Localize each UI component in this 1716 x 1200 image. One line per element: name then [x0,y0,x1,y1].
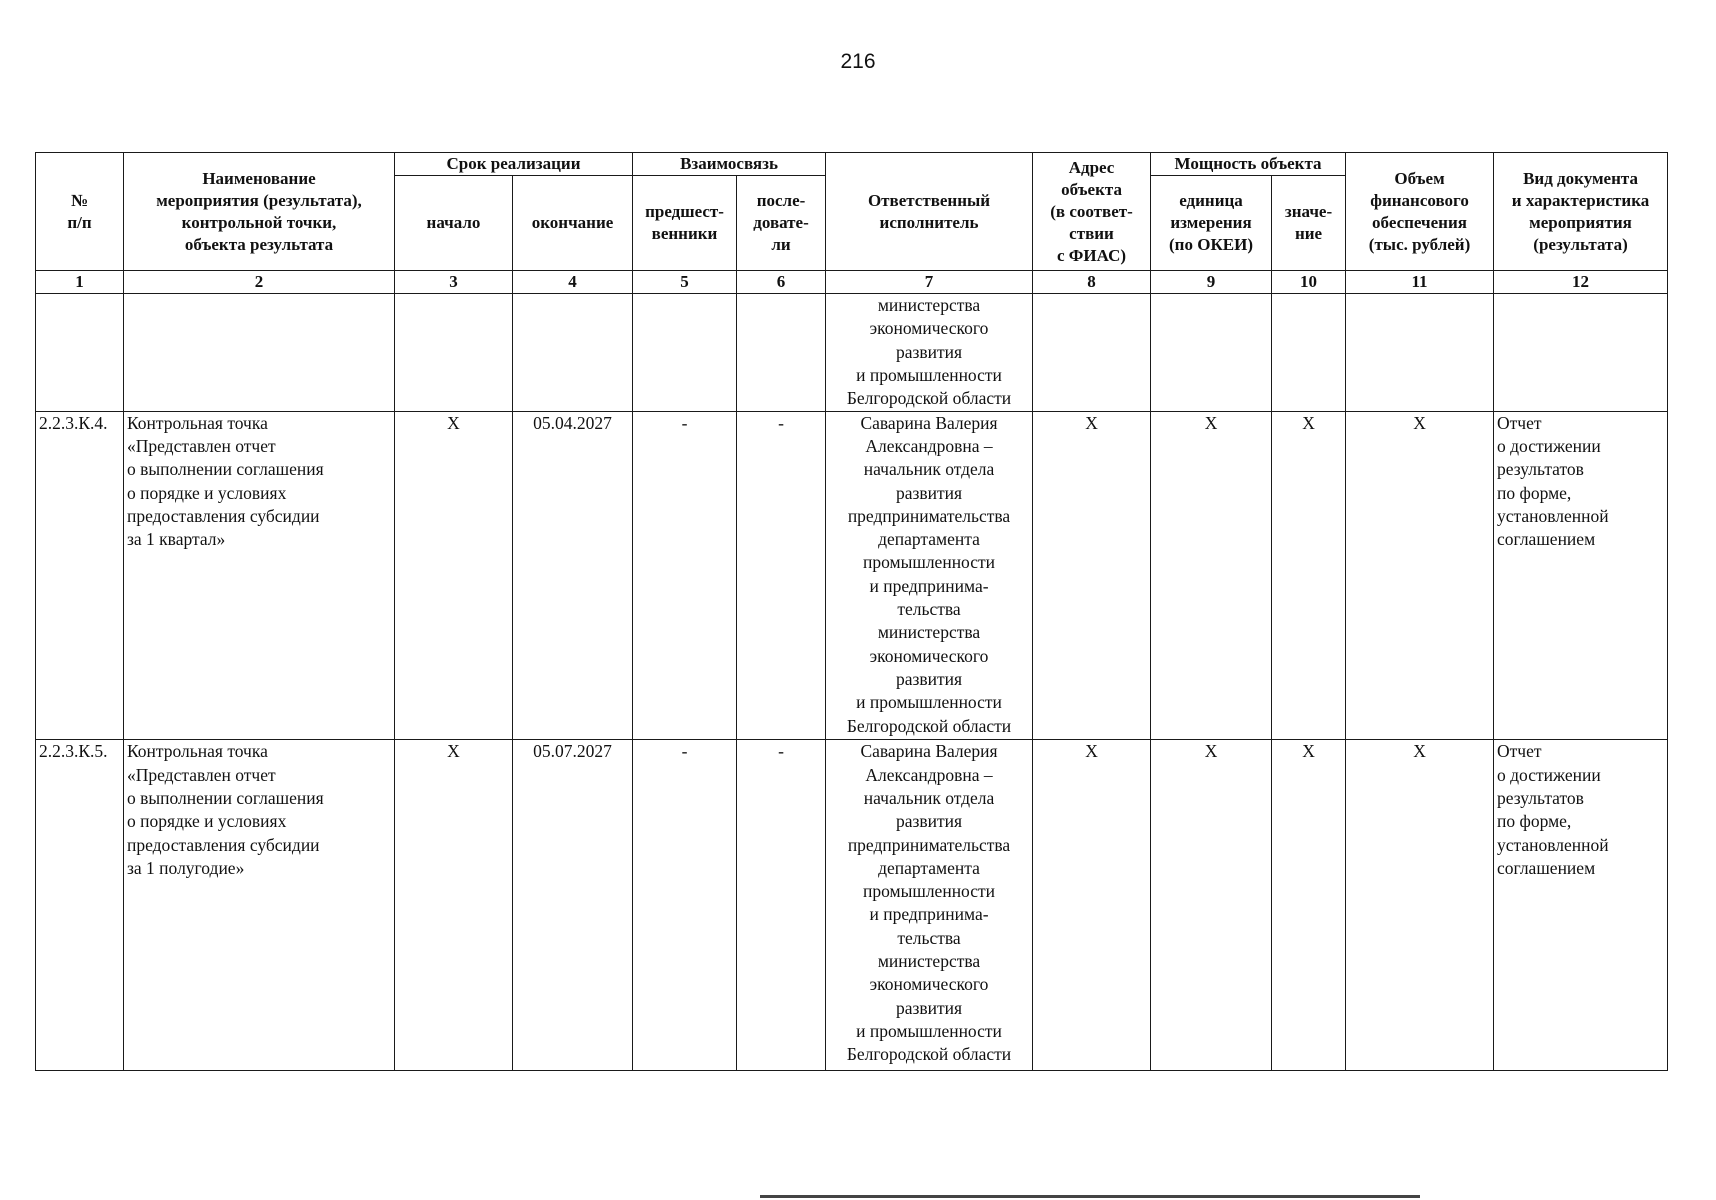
cell-successors: - [737,740,826,1071]
column-number: 12 [1494,271,1668,294]
scan-edge-line [760,1195,1420,1198]
table-row [36,740,1668,1071]
table-row [36,411,1668,740]
page-number: 216 [840,50,876,73]
column-numbers-row [36,271,1668,294]
cell-document: Отчет о достижении результатов по форме, установленной соглашением [1494,411,1668,740]
cell-id [36,294,124,412]
header-unit: единица измерения (по ОКЕИ) [1151,176,1272,271]
header-name: Наименование мероприятия (результата), контрольной точки, объекта результата [124,153,395,271]
cell-address: Х [1033,740,1151,1071]
cell-id: 2.2.3.К.4. [36,411,124,740]
cell-start: Х [395,740,513,1071]
cell-value: Х [1272,411,1346,740]
cell-value [1272,294,1346,412]
cell-successors [737,294,826,412]
header-address: Адрес объекта (в соответ- ствии с ФИАС) [1033,153,1151,271]
cell-end: 05.07.2027 [513,740,633,1071]
cell-unit [1151,294,1272,412]
cell-end [513,294,633,412]
cell-document: Отчет о достижении результатов по форме, установленной соглашением [1494,740,1668,1071]
cell-finance [1346,294,1494,412]
header-finance: Объем финансового обеспечения (тыс. рублей) [1346,153,1494,271]
column-number: 3 [395,271,513,294]
cell-unit: Х [1151,740,1272,1071]
cell-address [1033,294,1151,412]
table-header [36,153,1668,294]
header-number: № п/п [36,153,124,271]
column-number: 1 [36,271,124,294]
header-predecessors: предшест- венники [633,176,737,271]
cell-name: Контрольная точка «Представлен отчет о выполнении соглашения о порядке и условиях предоставления субсидии за 1 полугодие» [124,740,395,1071]
cell-end: 05.04.2027 [513,411,633,740]
cell-finance: Х [1346,740,1494,1071]
header-responsible: Ответственный исполнитель [826,153,1033,271]
cell-document [1494,294,1668,412]
column-number: 11 [1346,271,1494,294]
cell-predecessors: - [633,740,737,1071]
header-end: окончание [513,176,633,271]
cell-start: Х [395,411,513,740]
column-number: 9 [1151,271,1272,294]
column-number: 4 [513,271,633,294]
column-number: 7 [826,271,1033,294]
cell-responsible: Саварина Валерия Александровна – начальник отдела развития предпринимательства департамента промышленности и предпринима- тельства министерства экономического развития и промышленности Белгородской области [826,740,1033,1071]
column-number: 10 [1272,271,1346,294]
header-value: значе- ние [1272,176,1346,271]
column-number: 6 [737,271,826,294]
column-number: 8 [1033,271,1151,294]
header-successors: после- довате- ли [737,176,826,271]
header-power-group: Мощность объекта [1151,153,1346,176]
cell-responsible: министерства экономического развития и промышленности Белгородской области [826,294,1033,412]
cell-responsible: Саварина Валерия Александровна – начальник отдела развития предпринимательства департамента промышленности и предпринима- тельства министерства экономического развития и промышленности Белгородской области [826,411,1033,740]
cell-name [124,294,395,412]
cell-successors: - [737,411,826,740]
cell-start [395,294,513,412]
header-document: Вид документа и характеристика мероприятия (результата) [1494,153,1668,271]
column-number: 5 [633,271,737,294]
cell-predecessors: - [633,411,737,740]
cell-name: Контрольная точка «Представлен отчет о выполнении соглашения о порядке и условиях предоставления субсидии за 1 квартал» [124,411,395,740]
header-start: начало [395,176,513,271]
plan-table [35,152,1668,1071]
header-link-group: Взаимосвязь [633,153,826,176]
cell-finance: Х [1346,411,1494,740]
column-number: 2 [124,271,395,294]
cell-id: 2.2.3.К.5. [36,740,124,1071]
cell-value: Х [1272,740,1346,1071]
cell-predecessors [633,294,737,412]
table-row [36,294,1668,412]
cell-unit: Х [1151,411,1272,740]
cell-address: Х [1033,411,1151,740]
header-term-group: Срок реализации [395,153,633,176]
